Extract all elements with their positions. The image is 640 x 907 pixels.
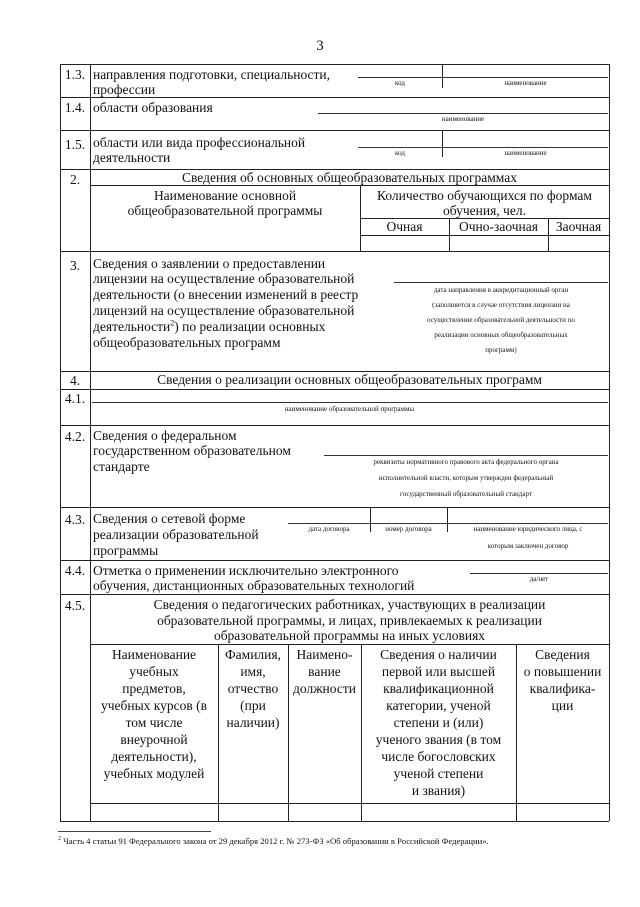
column-header-line: ученого звания (в том [375, 732, 502, 747]
form-header-ochnaya: Очная [386, 219, 423, 234]
row-number: 1.5. [64, 137, 86, 152]
row-label: деятельности$^2$) по реализации основных [93, 318, 326, 334]
column-header-line: Наимено- [296, 647, 353, 662]
row-label: стандарте [93, 459, 150, 474]
field-caption: реализации основных общеобразовательных [434, 331, 568, 339]
row-label: государственном образовательном [93, 443, 291, 458]
field-caption: программ) [485, 346, 517, 354]
column-header-line: квалифика- [529, 681, 596, 696]
row-label: области образования [93, 100, 213, 115]
column-header-line: учебных модулей [103, 766, 205, 781]
column-header-line: ученой степени [393, 766, 484, 781]
field-caption: дата договора [308, 525, 350, 533]
footnote: $^2$ Часть 4 статьи 91 Федерального закона от 29 декабря 2012 г. № 273-ФЗ «Об образовании в Российской Федерации». [58, 836, 489, 846]
row-label: Сведения о заявлении о предоставлении [93, 256, 326, 271]
field-caption: наименование [441, 115, 485, 123]
row-label: обучения, дистанционных образовательных технологий [93, 578, 415, 593]
column-header-line: должности [293, 681, 356, 696]
field-caption: государственный образовательный стандарт [400, 490, 532, 498]
row-number: 4.2. [64, 429, 86, 444]
column-header-line: ции [551, 698, 574, 713]
field-caption: которым заключен договор [487, 542, 569, 550]
row-number: 3. [69, 258, 81, 273]
column-header-line: Фамилия, [225, 647, 281, 662]
column-header-line: и звания) [411, 783, 466, 798]
row-number: 4.1. [64, 391, 86, 406]
column-header-line: первой или высшей [381, 664, 496, 679]
column-header-line: деятельности), [111, 749, 197, 764]
row-label: деятельности (о внесении изменений в реестр [93, 287, 359, 302]
column-header-line: вание [308, 664, 341, 679]
column-header-subjects [90, 646, 218, 782]
section-title: Сведения о педагогических работниках, участвующих в реализации [153, 597, 546, 612]
column-header: Наименование основной [153, 188, 297, 203]
column-header-line: наличии) [226, 715, 280, 730]
row-label: профессии [93, 82, 156, 97]
column-header-full-name [218, 646, 288, 731]
row-label: общеобразовательных программ [93, 335, 281, 350]
section-title: Сведения об основных общеобразовательных программах [181, 170, 517, 185]
column-header-line: Наименование [111, 647, 197, 662]
row-label: Отметка о применении исключительно электронного [93, 563, 399, 578]
field-caption: исполнительной власти, которым утвержден федеральный [378, 474, 554, 482]
field-caption: да/нет [529, 575, 549, 583]
column-header-line: (при [240, 698, 266, 713]
column-header-line: степени и (или) [393, 715, 484, 730]
column-header-training [516, 646, 609, 714]
column-header: общеобразовательной программы [127, 203, 323, 218]
column-header-line: том числе [125, 715, 183, 730]
row-label: Сведения о федеральном [93, 428, 237, 443]
column-header-line: отчество [227, 681, 279, 696]
section-title: образовательной программы на иных условиях [213, 628, 486, 643]
column-header-line: Сведения [535, 647, 590, 662]
row-label: лицензии на осуществление образовательной [93, 271, 355, 286]
row-label: реализации образовательной [93, 527, 259, 542]
field-caption: номер договора [385, 525, 432, 533]
field-caption: код [395, 149, 405, 157]
section-title: Сведения о реализации основных общеобразовательных программ [157, 372, 542, 387]
column-header-line: внеурочной [120, 732, 188, 747]
column-header-line: квалификационной [383, 681, 494, 696]
column-header-position [288, 646, 361, 697]
field-caption: наименование образовательной программы [284, 405, 415, 413]
form-header-zaochnaya: Заочная [555, 219, 602, 234]
row-number: 4. [69, 373, 81, 388]
section-title: образовательной программы, и лицах, привлекаемых к реализации [157, 613, 542, 628]
field-caption: наименование [504, 79, 547, 87]
column-header: Количество обучающихся по формам [377, 188, 592, 203]
column-header-qualification [361, 646, 516, 799]
row-label: лицензий на осуществление образовательной [93, 303, 355, 318]
row-label: направления подготовки, специальности, [93, 67, 331, 82]
field-caption: код [395, 79, 405, 87]
field-caption: наименование [504, 149, 547, 157]
row-label: деятельности [93, 150, 171, 165]
column-header-line: Сведения о наличии [380, 647, 497, 662]
field-caption: осуществление образовательной деятельности по [427, 316, 575, 324]
column-header-line: о повышении [523, 664, 602, 679]
row-number: 4.5. [64, 598, 86, 613]
column-header-line: учебных [129, 664, 179, 679]
column-header-line: числе богословских [381, 749, 496, 764]
field-caption: дата направления в аккредитационный орган [433, 286, 569, 294]
column-header-line: имя, [240, 664, 266, 679]
row-number: 1.4. [64, 100, 86, 115]
field-caption: наименование юридического лица, с [473, 525, 583, 533]
row-number: 4.3. [64, 512, 86, 527]
column-header: обучения, чел. [443, 203, 526, 218]
field-caption: реквизиты нормативного правового акта федерального органа [373, 458, 559, 466]
row-number: 2. [69, 172, 81, 187]
row-number: 4.4. [64, 563, 86, 578]
row-label: Сведения о сетевой форме [93, 511, 246, 526]
row-number: 1.3. [64, 67, 86, 82]
form-header-ochno-zaochnaya: Очно-заочная [459, 219, 538, 234]
row-label: программы [93, 543, 159, 558]
column-header-line: предметов, [122, 681, 186, 696]
page-number: 3 [316, 38, 324, 54]
column-header-line: учебных курсов (в [100, 698, 208, 713]
row-label: области или вида профессиональной [93, 135, 306, 150]
field-caption: (заполняется в случае отсутствия лицензии на [432, 301, 570, 309]
column-header-line: категории, ученой [386, 698, 491, 713]
